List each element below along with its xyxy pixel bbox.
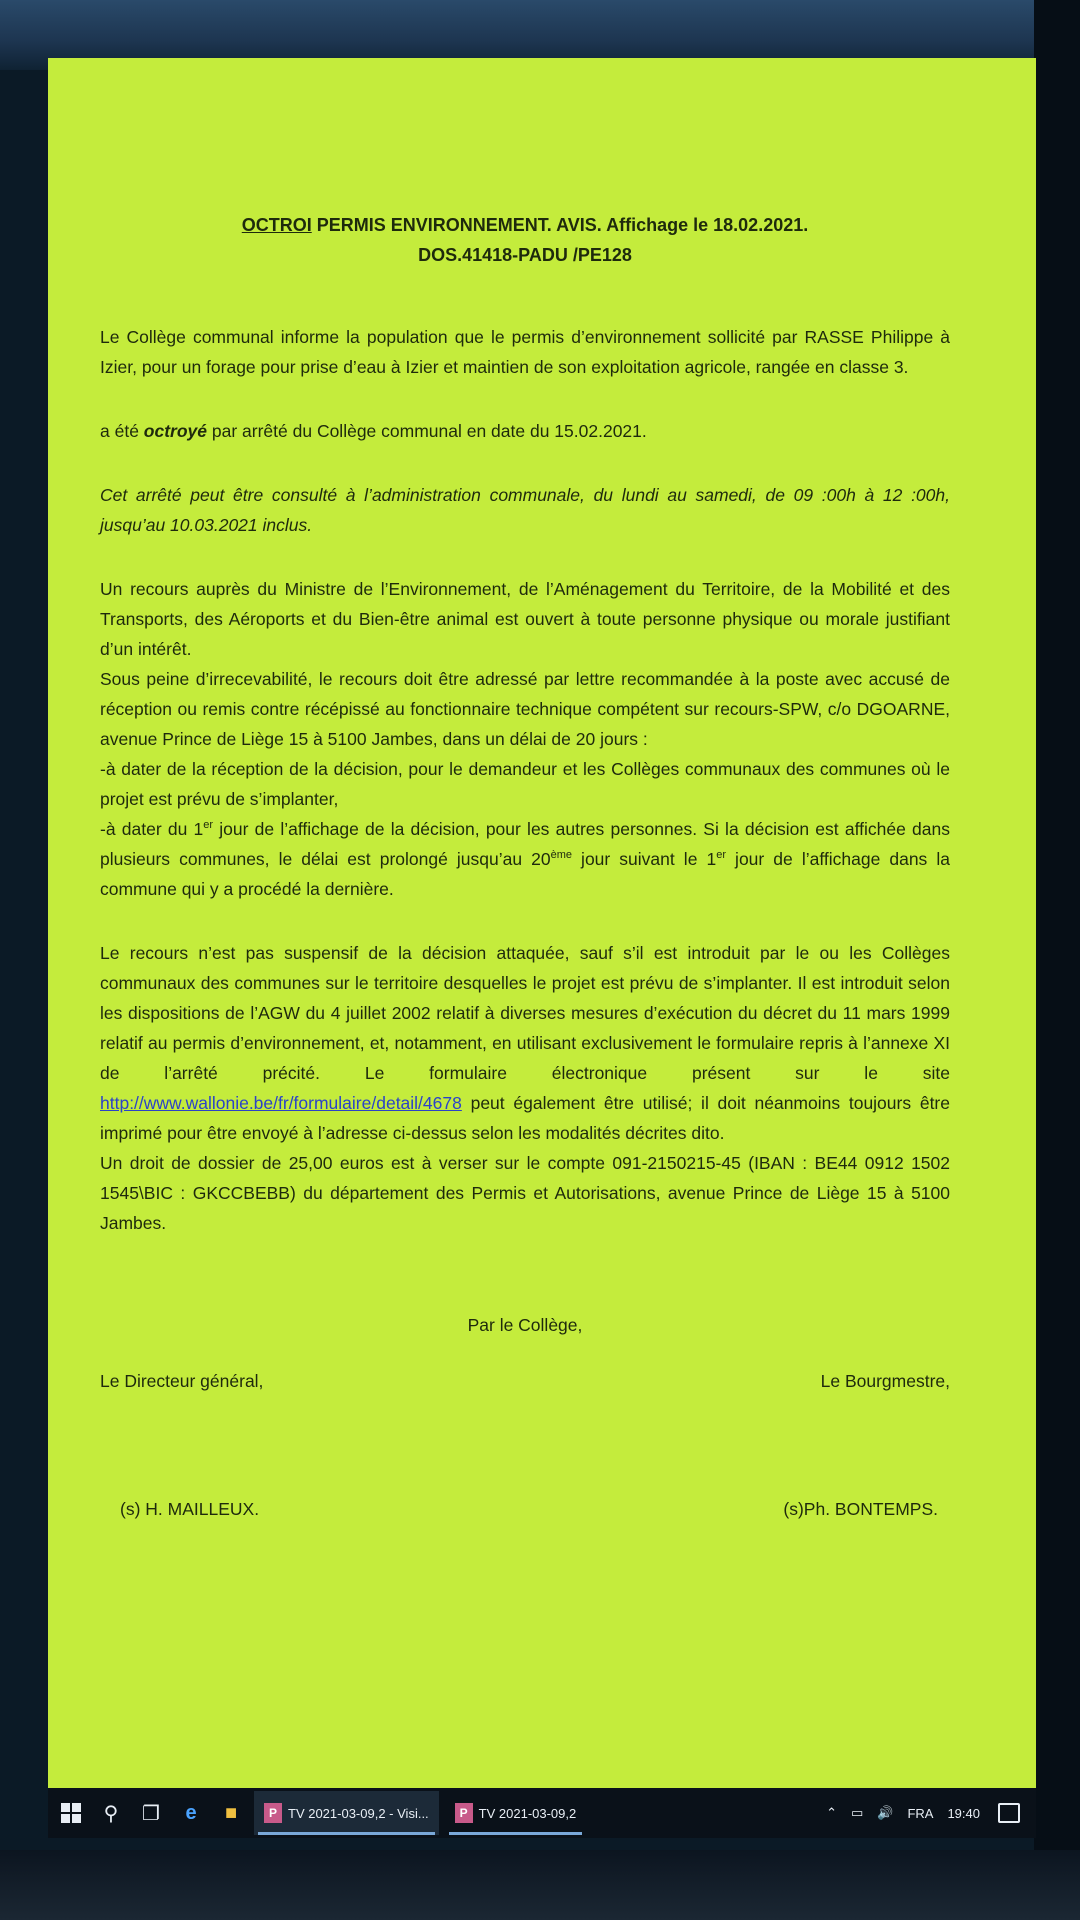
signature-left-role: Le Directeur général, — [100, 1371, 264, 1391]
notification-icon[interactable] — [998, 1803, 1020, 1823]
search-icon[interactable]: ⚲ — [103, 1802, 119, 1825]
battery-icon[interactable]: ▭ — [850, 1805, 864, 1820]
signature-college: Par le Collège, — [467, 1315, 583, 1335]
taskbar-app-1[interactable] — [254, 1791, 439, 1835]
granted-text-b: par arrêté du Collège communal en date du 15.02.2021. — [207, 421, 647, 441]
paragraph-appeal: Un recours auprès du Ministre de l’Environnement, de l’Aménagement du Territoire, de la Mobilité et des Transports, des Aéroports et du Bien-être animal est ouvert à toute personne physique ou morale justifiant d’un intérêt. — [100, 579, 950, 659]
suspensive-text-a: Le recours n’est pas suspensif de la décision attaquée, sauf s’il est introduit par le ou les Collèges communaux des communes sur le territoire desquelles le projet est prévu de s’implanter. Il est introduit selon les dispositions de l’AGW du 4 juillet 2002 relatif à diverses mesures d’exécution du décret du 11 mars 1999 relatif au permis d’environnement, et, notamment, en utilisant exclusivement le formulaire repris à l’annexe XI de l’arrêté précité. Le formulaire électronique présent sur le site — [100, 943, 950, 1083]
app-icon-2: P — [455, 1803, 473, 1823]
paragraph-appeal-procedure: Sous peine d’irrecevabilité, le recours doit être adressé par lettre recommandée à la poste avec accusé de réception ou remis contre récépissé au fonctionnaire technique compétent sur recours-SPW, c/o DGOARNE, avenue Prince de Liège 15 à 5100 Jambes, dans un délai de 20 jours : — [100, 669, 950, 749]
title-rest: PERMIS ENVIRONNEMENT. AVIS. Affichage le 18.02.2021. — [311, 215, 809, 235]
title-octroi: OCTROI — [241, 215, 312, 235]
granted-text-a: a été — [100, 421, 144, 441]
monitor-bezel-right — [1034, 0, 1080, 1920]
edge-icon[interactable]: e — [185, 1801, 197, 1824]
chevron-up-icon[interactable]: ⌃ — [826, 1805, 837, 1820]
signature-right-role: Le Bourgmestre, — [820, 1371, 950, 1391]
suspensive-text-b: peut également être utilisé; il doit néanmoins toujours être imprimé pour être envoyé à l’adresse ci-dessus selon les modalités décrites dito. — [100, 1093, 950, 1143]
sup-er-1: er — [203, 819, 214, 832]
taskbar-app-2-label: TV 2021-03-09,2 — [478, 1805, 577, 1821]
paragraph-consultation: Cet arrêté peut être consulté à l’administration communale, du lundi au samedi, de 09 :00h à 12 :00h, jusqu’au 10.03.2021 inclus. — [100, 485, 950, 535]
paragraph-granted — [100, 416, 950, 446]
paragraph-suspensive — [100, 938, 950, 1148]
monitor-bezel-bottom — [0, 1850, 1080, 1920]
taskbar — [48, 1788, 1036, 1838]
signature-names — [100, 1494, 950, 1524]
volume-icon[interactable]: 🔊 — [877, 1805, 894, 1820]
paragraph-intro: Le Collège communal informe la population que le permis d’environnement sollicité par RASSE Philippe à Izier, pour un forage pour prise d’eau à Izier et maintien de son exploitation agricole, rangée en classe 3. — [100, 327, 950, 377]
file-explorer-icon[interactable]: ■ — [224, 1801, 238, 1824]
notice-title — [100, 210, 950, 270]
windows-start-icon[interactable] — [54, 1796, 88, 1830]
title-dossier-ref: DOS.41418-PADU /PE128 — [418, 245, 632, 265]
sup-eme: ème — [550, 849, 572, 862]
paragraph-fee: Un droit de dossier de 25,00 euros est à verser sur le compte 091-2150215-45 (IBAN : BE44 0912 1502 1545\BIC : GKCCBEBB) du département des Permis et Autorisations, avenue Prince de Liège 15 à 5100 Jambes. — [100, 1153, 950, 1233]
sup-er-2: er — [716, 849, 726, 862]
system-tray — [812, 1803, 1036, 1823]
signature-roles — [100, 1366, 950, 1396]
taskbar-app-2[interactable] — [445, 1791, 587, 1835]
form-link[interactable]: http://www.wallonie.be/fr/formulaire/detail/4678 — [100, 1093, 462, 1113]
language-indicator[interactable]: FRA — [907, 1805, 934, 1821]
public-notice — [100, 210, 950, 1524]
clock[interactable]: 19:40 — [947, 1805, 980, 1821]
app-icon-1: P — [264, 1803, 282, 1823]
paragraph-deadline-applicant: -à dater de la réception de la décision, pour le demandeur et les Collèges communaux des communes où le projet est prévu de s’implanter, — [100, 759, 950, 809]
deadline-text-c: jour suivant le 1 — [572, 849, 717, 869]
deadline-text-d: jour de l’affichage dans la commune qui y a procédé la dernière. — [100, 849, 950, 899]
signature-right-name: (s)Ph. BONTEMPS. — [783, 1499, 938, 1519]
deadline-text-a: -à dater du 1 — [100, 819, 204, 839]
paragraph-deadline-others — [100, 814, 950, 904]
signature-left-name: (s) H. MAILLEUX. — [120, 1499, 260, 1519]
task-view-icon[interactable]: ❐ — [142, 1802, 160, 1825]
deadline-text-b: jour de l’affichage de la décision, pour les autres personnes. Si la décision est affichée dans plusieurs communes, le délai est prolongé jusqu’au 20 — [100, 819, 950, 869]
taskbar-app-1-label: TV 2021-03-09,2 - Visi... — [288, 1805, 429, 1821]
granted-bold: octroyé — [143, 421, 208, 441]
